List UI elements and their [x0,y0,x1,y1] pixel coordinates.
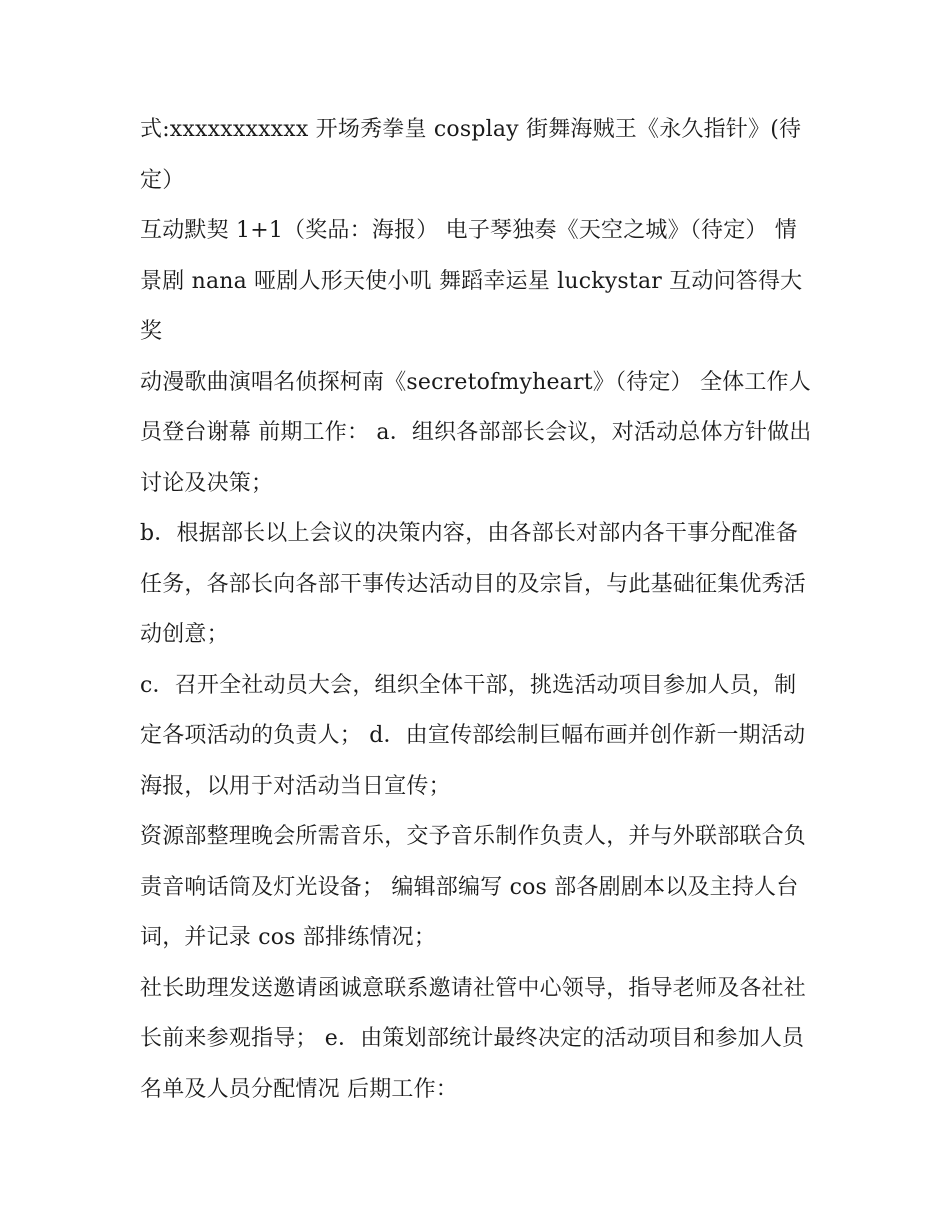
document-body [140,105,815,1115]
paragraph-program-interactive: 互动默契 1+1（奖品：海报） 电子琴独奏《天空之城》（待定） 情景剧 nana 哑剧人形天使小叽 舞蹈幸运星 luckystar 互动问答得大奖 [140,218,803,344]
paragraph-program-opening: 式:xxxxxxxxxxx 开场秀拳皇 cosplay 街舞海贼王《永久指针》(待定） [140,117,802,193]
paragraph-program-closing-prep: 动漫歌曲演唱名侦探柯南《secretofmyheart》（待定） 全体工作人员登台谢幕 前期工作： a．组织各部部长会议，对活动总体方针做出讨论及决策； [140,369,812,496]
paragraph-resources-editing: 资源部整理晚会所需音乐，交予音乐制作负责人，并与外联部联合负责音响话筒及灯光设备； 编辑部编写 cos 部各剧剧本以及主持人台词，并记录 cos 部排练情况； [140,824,807,950]
paragraph-step-c-d: c．召开全社动员大会，组织全体干部，挑选活动项目参加人员，制定各项活动的负责人； d．由宣传部绘制巨幅布画并创作新一期活动海报，以用于对活动当日宣传； [140,672,806,799]
paragraph-step-b: b．根据部长以上会议的决策内容，由各部长对部内各干事分配准备任务，各部长向各部干事传达活动目的及宗旨，与此基础征集优秀活动创意； [140,521,807,647]
paragraph-invitation-step-e: 社长助理发送邀请函诚意联系邀请社管中心领导，指导老师及各社社长前来参观指导； e．由策划部统计最终决定的活动项目和参加人员名单及人员分配情况 后期工作： [140,975,807,1102]
